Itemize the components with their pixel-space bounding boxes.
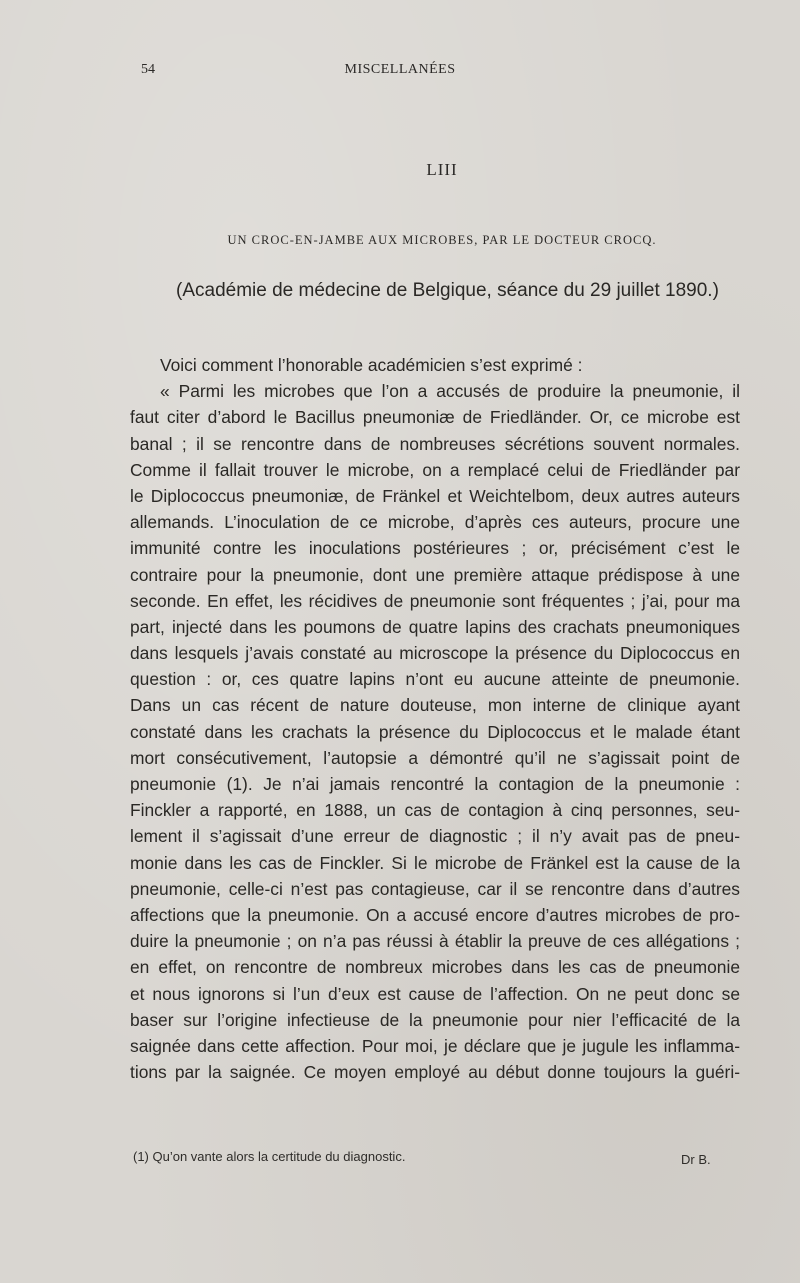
body-line: Voici comment l’honorable académicien s’est exprimé :	[160, 355, 583, 375]
body-line: immunité contre les inoculations postérieures ; or, précisément c’est le	[130, 538, 740, 559]
body-line: pneumonie, celle-ci n’est pas contagieuse, car il se rencontre dans d’autres	[130, 878, 740, 899]
body-line: tions par la saignée. Ce moyen employé au début donne toujours la guéri-	[130, 1062, 740, 1083]
body-line: « Parmi les microbes que l’on a accusés de produire la pneumonie, il	[160, 381, 740, 402]
page-number: 54	[141, 62, 155, 77]
body-line: Comme il fallait trouver le microbe, on a remplacé celui de Friedländer par	[130, 459, 740, 480]
body-line: banal ; il se rencontre dans de nombreuses sécrétions souvent normales.	[130, 433, 740, 454]
body-line: en effet, on rencontre de nombreux microbes dans les cas de pneumonie	[130, 957, 740, 978]
body-line: dans lesquels j’avais constaté au microscope la présence du Diplococcus en	[130, 643, 740, 664]
article-title: UN CROC-EN-JAMBE AUX MICROBES, PAR LE DOCTEUR CROCQ.	[227, 233, 657, 247]
body-line: monie dans les cas de Finckler. Si le microbe de Fränkel est la cause de la	[130, 852, 740, 873]
body-line: Finckler a rapporté, en 1888, un cas de contagion à cinq personnes, seu-	[130, 800, 740, 821]
body-line: mort consécutivement, l’autopsie a démontré qu’il ne s’agissait point de	[130, 747, 740, 768]
body-line: constaté dans les crachats la présence du Diplococcus et le malade étant	[130, 721, 740, 742]
running-title: MISCELLANÉES	[344, 62, 456, 77]
body-line: seconde. En effet, les récidives de pneumonie sont fréquentes ; j’ai, pour ma	[130, 590, 740, 611]
body-text	[130, 352, 740, 1085]
body-line: affections que la pneumonie. On a accusé encore d’autres microbes de pro-	[130, 904, 740, 925]
body-line: part, injecté dans les poumons de quatre lapins des crachats pneumoniques	[130, 616, 740, 637]
body-line: contraire pour la pneumonie, dont une première attaque prédispose à une	[130, 564, 740, 585]
source-citation: (Académie de médecine de Belgique, séance du 29 juillet 1890.)	[176, 280, 719, 301]
body-line: Dans un cas récent de nature douteuse, mon interne de clinique ayant	[130, 695, 740, 716]
chapter-number: LIII	[426, 160, 458, 179]
body-line: baser sur l’origine infectieuse de la pneumonie pour nier l’efficacité de la	[130, 1009, 740, 1030]
body-line: faut citer d’abord le Bacillus pneumoniæ de Friedländer. Or, ce microbe est	[130, 407, 740, 428]
body-line: question : or, ces quatre lapins n’ont eu aucune atteinte de pneumonie.	[130, 669, 740, 690]
signature: Dr B.	[681, 1152, 711, 1167]
body-line: saignée dans cette affection. Pour moi, je déclare que je jugule les inflamma-	[130, 1035, 740, 1056]
body-line: pneumonie (1). Je n’ai jamais rencontré la contagion de la pneumonie :	[130, 774, 740, 794]
body-line: et nous ignorons si l’un d’eux est cause de l’affection. On ne peut donc se	[130, 983, 740, 1004]
body-line: lement il s’agissait d’une erreur de diagnostic ; il n’y avait pas de pneu-	[130, 826, 740, 847]
body-line: allemands. L’inoculation de ce microbe, d’après ces auteurs, procure une	[130, 512, 740, 533]
running-header	[0, 62, 800, 82]
body-line: duire la pneumonie ; on n’a pas réussi à établir la preuve de ces allégations ;	[130, 931, 740, 952]
body-line: le Diplococcus pneumoniæ, de Fränkel et Weichtelbom, deux autres auteurs	[130, 485, 740, 506]
footnote-text: (1) Qu’on vante alors la certitude du diagnostic.	[133, 1149, 406, 1164]
